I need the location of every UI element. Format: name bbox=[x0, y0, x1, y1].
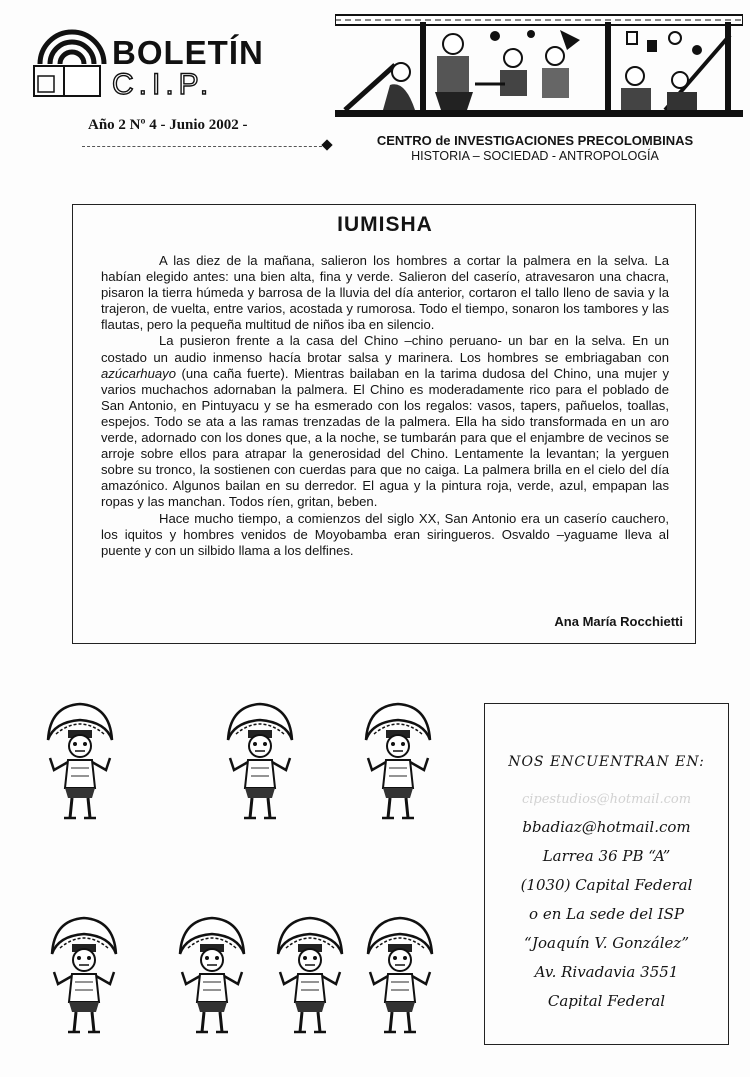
emphasis-word: azúcarhuayo bbox=[101, 365, 176, 381]
diamond-ornament-icon bbox=[321, 139, 332, 150]
contact-city: (1030) Capital Federal bbox=[520, 876, 693, 894]
article-paragraph: A las diez de la mañana, salieron los hombres a cortar la palmera en la selva. La habían elegido antes: una bien alta, fina y verde. Salieron del caserío, atravesaron una chacra, pisaron la tierra húmeda y barrosa de la lluvia del día anterior, cortaron el tallo lleno de savia y la trajeron, de vuelta, entre varios, acostada y rumorosa. Todo el tiempo, sonaron los tambores y las flautas, pero la pequeña multitud de niños iba en silencio. bbox=[101, 253, 669, 333]
article-title: IUMISHA bbox=[337, 213, 433, 236]
warrior-figure-icon bbox=[360, 914, 440, 1040]
warrior-figure-icon bbox=[44, 914, 124, 1040]
article-paragraph: Hace mucho tiempo, a comienzos del siglo XX, San Antonio era un caserío cauchero, los iquitos y hombres venidos de Moyobamba eran siringueros. Osvaldo –yaguame lleva al puente y con un silbido llama a los delfines. bbox=[101, 510, 669, 558]
contact-email: bbadiaz@hotmail.com bbox=[522, 818, 691, 836]
article-paragraph: La pusieron frente a la casa del Chino –chino peruano- un bar en la selva. En un costado un audio inmenso hacía brotar salsa y marinera. Los hombres se embriagaban con azúcarhuayo (una caña fuerte). Mientras bailaban en la tarima dudosa del Chino, una mujer y varios muchachos adornaban la palmera. El Chino es moderadamente rico para el poblado de San Antonio, en Pintuyacu y se ha esmerado con los regalos: vasos, tapers, pañuelos, toallas, espejos. Todo se ata a las ramas trenzadas de la palmera. Ella ha sido transformada en un aro verde, adornado con los dones que, a la noche, se tumbarán para que el enjambre de vecinos se arroje sobre ellos para atrapar la generosidad del Chino. Lentamente la levantan; la yerguen sobre su tronco, la sostienen con cuerdas para que no caiga. La palmera brilla en el cielo del día amazónico. Algunos bailan en su derredor. El agua y la pintura roja, verde, azul, empapan las ropas y las manchan. Todos ríen, gritan, beben. bbox=[101, 333, 669, 510]
warrior-figure-icon bbox=[220, 700, 300, 826]
warrior-figure-icon bbox=[172, 914, 252, 1040]
contact-box bbox=[484, 703, 729, 1045]
warrior-figure-icon bbox=[358, 700, 438, 826]
logo-icon bbox=[30, 24, 110, 100]
contact-alt: o en La sede del ISP bbox=[529, 905, 684, 923]
contact-alt-city: Capital Federal bbox=[547, 992, 666, 1010]
logo-title: BOLETÍN bbox=[112, 34, 264, 71]
institution-areas: HISTORIA – SOCIEDAD - ANTROPOLOGÍA bbox=[411, 149, 659, 163]
contact-alt-address: Av. Rivadavia 3551 bbox=[534, 963, 679, 981]
article-author: Ana María Rocchietti bbox=[554, 614, 683, 629]
contact-institution: “Joaquín V. González” bbox=[524, 934, 689, 952]
logo-subtitle: C.I.P. bbox=[112, 68, 214, 101]
precolumbian-mural bbox=[335, 10, 743, 128]
article-box bbox=[72, 204, 696, 644]
warrior-figure-icon bbox=[270, 914, 350, 1040]
contact-address: Larrea 36 PB “A” bbox=[542, 847, 671, 865]
warrior-figure-icon bbox=[40, 700, 120, 826]
institution-name: CENTRO de INVESTIGACIONES PRECOLOMBINAS bbox=[376, 133, 694, 148]
contact-title: NOS ENCUENTRAN EN: bbox=[508, 754, 705, 770]
issue-info: Año 2 Nº 4 - Junio 2002 - bbox=[88, 117, 248, 133]
faded-email: cipestudios@hotmail.com bbox=[521, 792, 692, 807]
institution-heading bbox=[350, 133, 720, 163]
header-divider bbox=[82, 146, 327, 147]
